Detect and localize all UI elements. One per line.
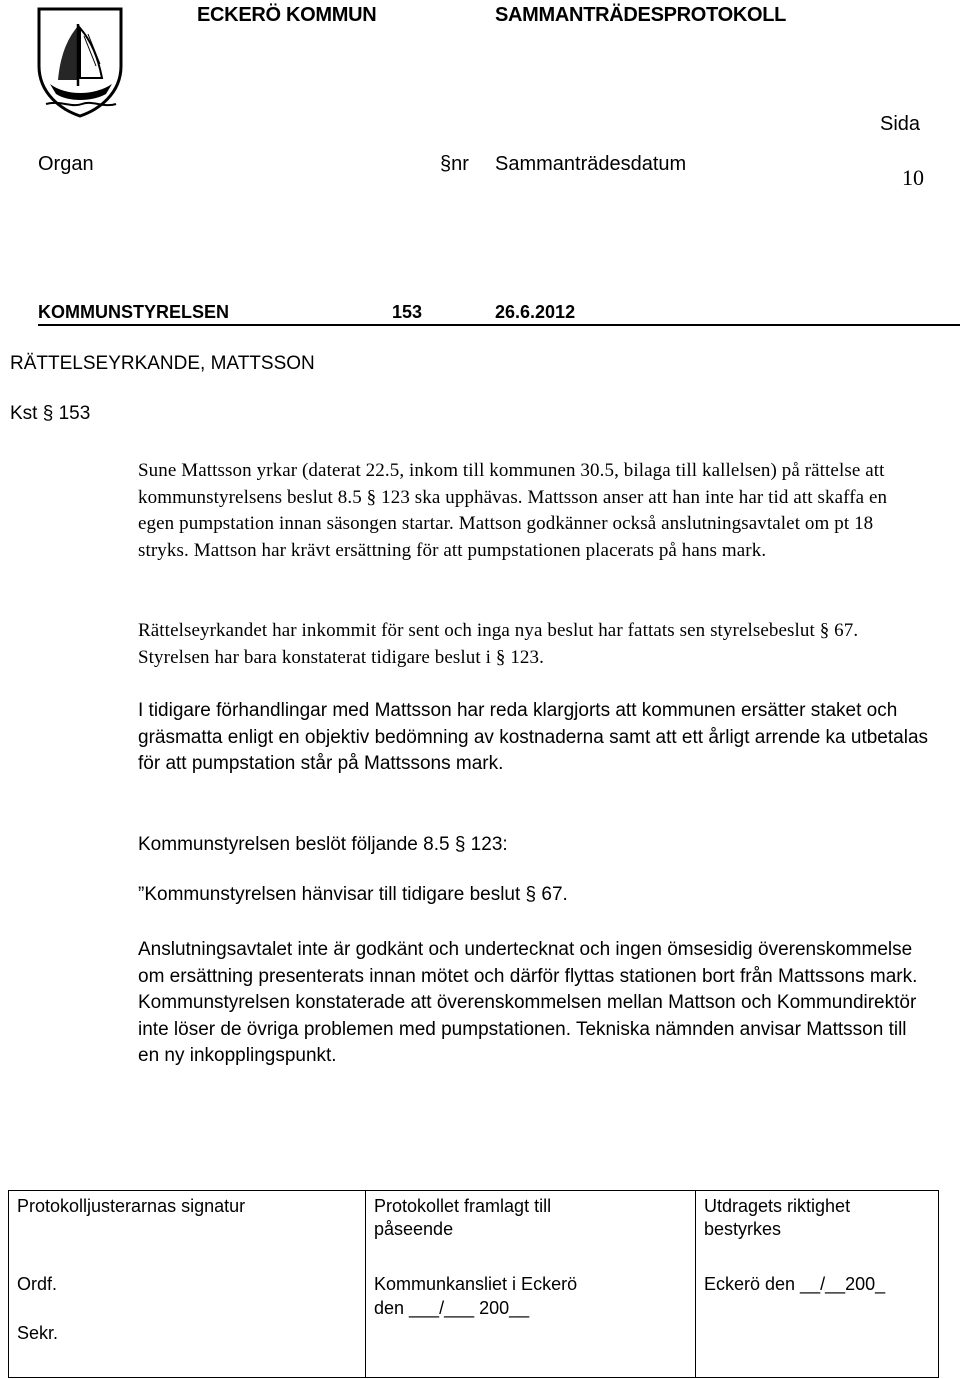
body-paragraph-3: I tidigare förhandlingar med Mattsson har reda klargjorts att kommunen ersätter staket och gräsmatta enligt en objektiv bedömning av kostnaderna samt att ett årligt arrende ka utbetalas för att pumpstation står på Mattssons mark. xyxy=(138,700,929,774)
meeting-paragraph: 153 xyxy=(392,302,423,322)
certified-date: Eckerö den __/__200_ xyxy=(704,1274,886,1294)
page-label: Sida xyxy=(880,113,921,135)
signature-column-certified xyxy=(695,1191,938,1377)
signature-table xyxy=(8,1190,939,1378)
municipality-coat-of-arms xyxy=(36,6,124,118)
body-paragraph-4: Kommunstyrelsen beslöt följande 8.5 § 123: xyxy=(138,834,508,855)
kst-reference: Kst § 153 xyxy=(10,403,91,424)
subject-title: RÄTTELSEYRKANDE, MATTSSON xyxy=(10,353,315,374)
meeting-underline xyxy=(38,324,960,326)
signature-column-posted xyxy=(365,1191,696,1377)
posted-date: den ___/___ 200__ xyxy=(374,1298,530,1318)
body-paragraph-2: Rättelseyrkandet har inkommit för sent och inga nya beslut har fattats sen styrelsebeslut § 67. Styrelsen har bara konstaterat tidigare beslut i § 123. xyxy=(138,620,859,668)
body-paragraph-5: ”Kommunstyrelsen hänvisar till tidigare beslut § 67. xyxy=(138,884,568,905)
document-type: SAMMANTRÄDESPROTOKOLL xyxy=(495,4,787,26)
paragraph-number-label: §nr xyxy=(440,153,469,175)
meeting-organ: KOMMUNSTYRELSEN xyxy=(38,302,230,322)
organ-label: Organ xyxy=(38,153,94,175)
posted-header-line-2: påseende xyxy=(374,1219,454,1239)
page-number: 10 xyxy=(902,165,924,190)
certified-header-line-2: bestyrkes xyxy=(704,1219,782,1239)
meeting-date: 26.6.2012 xyxy=(495,302,576,322)
posted-header-line-1: Protokollet framlagt till xyxy=(374,1196,552,1216)
municipality-name: ECKERÖ KOMMUN xyxy=(197,4,377,26)
certified-header-line-1: Utdragets riktighet xyxy=(704,1196,851,1216)
posted-office: Kommunkansliet i Eckerö xyxy=(374,1274,578,1294)
secretary-label: Sekr. xyxy=(17,1323,59,1343)
adjusters-header: Protokolljusterarnas signatur xyxy=(17,1196,246,1216)
body-paragraph-6: Anslutningsavtalet inte är godkänt och undertecknat och ingen ömsesidig överenskommelse om ersättning presenterats innan mötet och därför flyttas stationen bort från Mattssons mark. Kommunstyrelsen konstaterade att överenskommelsen mellan Mattson och Kommundirektör inte löser de övriga problemen med pumpstationen. Tekniska nämnden anvisar Mattsson till en ny inkopplingspunkt. xyxy=(138,939,918,1066)
coat-of-arms-icon xyxy=(36,6,124,118)
meeting-date-label: Sammanträdesdatum xyxy=(495,153,687,175)
chairman-label: Ordf. xyxy=(17,1274,58,1294)
body-paragraph-1: Sune Mattsson yrkar (daterat 22.5, inkom till kommunen 30.5, bilaga till kallelsen) på rättelse att kommunstyrelsens beslut 8.5 § 123 ska upphävas. Mattsson anser att han inte har tid att skaffa en egen pumpstation innan säsongen startar. Mattson godkänner också anslutningsavtalet om pt 18 stryks. Mattson har krävt ersättning för att pumpstationen placerats på hans mark. xyxy=(138,460,888,561)
signature-column-adjusters xyxy=(9,1191,365,1377)
